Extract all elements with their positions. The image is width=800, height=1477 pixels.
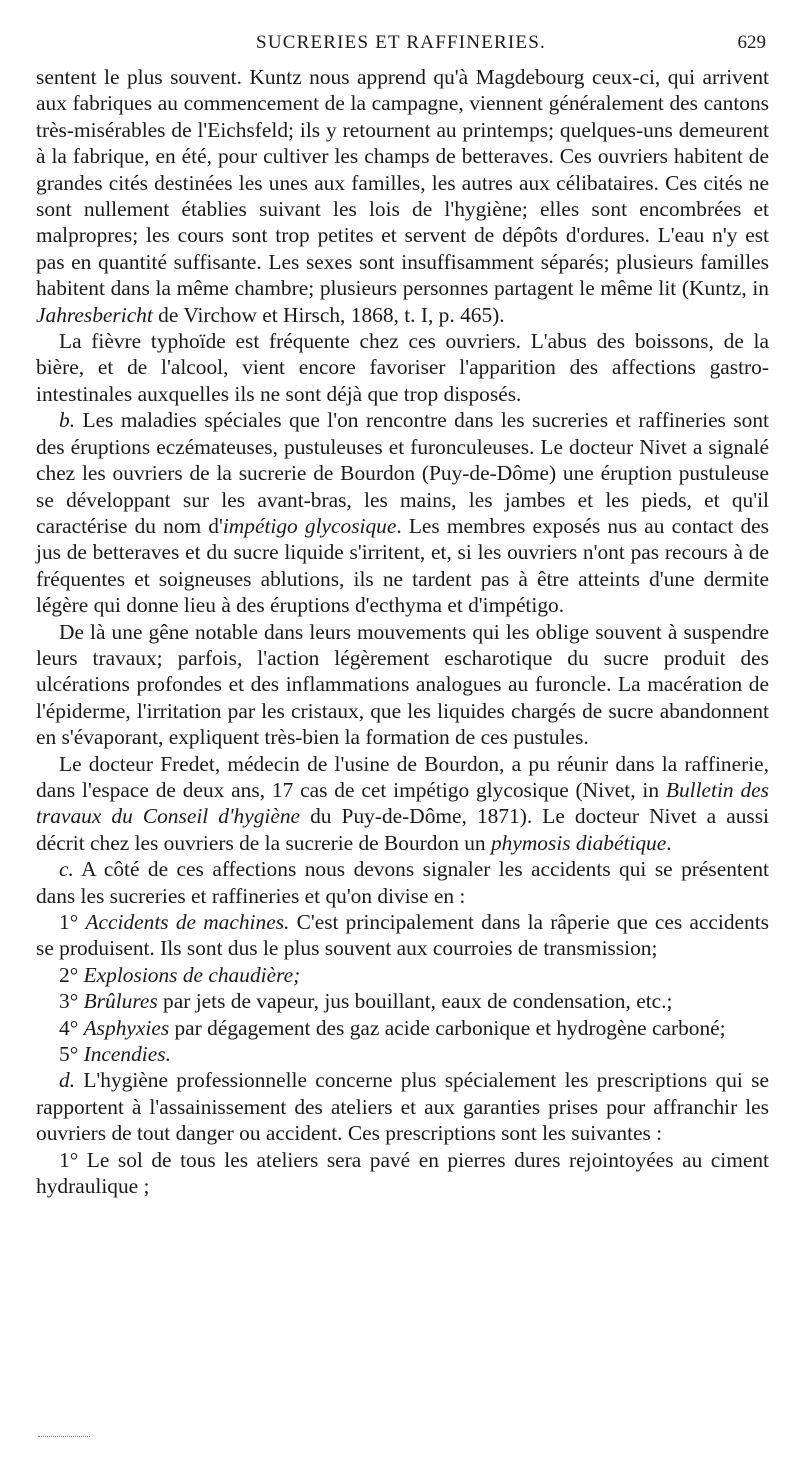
paragraph-b-diseases — [36, 407, 769, 618]
italic-term: impétigo glycosique — [222, 513, 397, 538]
list-text: par dégagement des gaz acide carbonique et hydrogène carboné; — [169, 1015, 726, 1040]
paragraph-text: du Puy-de-Dôme, 1871). Le docteur Nivet a aussi décrit chez les ouvriers de la sucrerie de Bourdon un — [36, 804, 769, 855]
running-head: SUCRERIES ET RAFFINERIES. — [256, 32, 546, 53]
list-term: Accidents de machines. — [85, 910, 290, 934]
list-item — [36, 962, 769, 988]
list-item — [36, 1015, 769, 1041]
section-marker-d: d. — [59, 1068, 76, 1093]
section-marker-c: c. — [59, 857, 74, 882]
list-term: Brûlures — [83, 989, 158, 1014]
list-text: C'est principalement dans la râperie que ces accidents se produisent. Ils sont dus le plus souvent aux courroies de transmission; — [36, 910, 770, 961]
paragraph-text: . Les membres exposés nus au contact des jus de betteraves et du sucre liquide s'irritent, et, si les ouvriers n'ont pas recours à de fréquentes et soigneuses ablutions, ils ne tardent pas à être atteints d'une dermite légère qui donne lieu à des éruptions d'ecthyma et d'impétigo. — [36, 513, 769, 618]
paragraph-fredet — [36, 751, 769, 857]
list-item — [36, 909, 769, 962]
citation-title: Bulletin des travaux du Conseil d'hygiène — [36, 777, 769, 829]
paragraph-prescription-1: 1° Le sol de tous les ateliers sera pavé en pierres dures rejointoyées au ciment hydraulique ; — [36, 1147, 769, 1199]
list-text: par jets de vapeur, jus bouillant, eaux de condensation, etc.; — [157, 989, 673, 1014]
italic-term: phymosis diabétique — [490, 830, 667, 855]
paragraph-c-accidents — [36, 856, 769, 909]
paragraph-continuation — [36, 64, 769, 328]
page-number: 629 — [737, 32, 766, 53]
list-number: 3° — [59, 989, 84, 1014]
paragraph-text: Les maladies spéciales que l'on rencontre dans les sucreries et raffineries sont des éruptions eczémateuses, pustuleuses et furonculeuses. Le docteur Nivet a signalé chez les ouvriers de la sucrerie de Bourdon (Puy-de-Dôme) une éruption pustuleuse se développant sur les avant-bras, les mains, les jambes et les pieds, et qu'il caractérise du nom d' — [36, 408, 769, 538]
paragraph-text: . — [666, 830, 672, 855]
list-number: 1° — [59, 910, 86, 934]
paragraph-d-hygiene — [36, 1067, 769, 1146]
body-text — [36, 64, 769, 1199]
section-marker-b: b. — [59, 408, 76, 433]
list-number: 4° — [59, 1015, 84, 1040]
paragraph-text: sentent le plus souvent. Kuntz nous apprend qu'à Magdebourg ceux-ci, qui arrivent aux fabriques au commencement de la campagne, viennent généralement des cantons très-misérables de l'Eichsfeld; ils y retournent au printemps; quelques-uns demeurent à la fabrique, en été, pour cultiver les champs de betteraves. Ces ouvriers habitent de grandes cités destinées les unes aux familles, les autres aux célibataires. Ces cités ne sont nullement établies suivant les lois de l'hygiène; elles sont encombrées et malpropres; les cours sont trop petites et servent de dépôts d'ordures. L'eau n'y est pas en quantité suffisante. Les sexes sont insuffisamment séparés; plusieurs familles habitent dans la même chambre; plusieurs personnes partagent le même lit (Kuntz, in — [36, 65, 769, 301]
citation-rest: de Virchow et Hirsch, 1868, t. I, p. 465). — [152, 302, 505, 327]
list-term: Asphyxies — [83, 1015, 170, 1040]
paragraph-text: L'hygiène professionnelle concerne plus spécialement les prescriptions qui se rapportent à l'assainissement des ateliers et aux garanties prises pour affranchir les ouvriers de tout danger ou accident. Ces prescriptions sont les suivantes : — [36, 1068, 769, 1146]
citation-title: Jahresbericht — [36, 302, 153, 327]
list-term: Explosions de chaudière; — [83, 962, 301, 987]
list-number: 5° — [59, 1042, 84, 1067]
paragraph-text: Le docteur Fredet, médecin de l'usine de Bourdon, a pu réunir dans la raffinerie, dans l'espace de deux ans, 17 cas de cet impétigo glycosique (Nivet, in — [36, 751, 769, 802]
paragraph-text: A côté de ces affections nous devons signaler les accidents qui se présentent dans les sucreries et raffineries et qu'on divise en : — [36, 857, 769, 908]
paragraph-consequences: De là une gêne notable dans leurs mouvements qui les oblige souvent à suspendre leurs travaux; parfois, l'action légèrement escharotique du sucre produit des ulcérations profondes et des inflammations analogues au furoncle. La macération de l'épiderme, l'irritation par les cristaux, que les liquides chargés de sucre abandonnent en s'évaporant, expliquent très-bien la formation de ces pustules. — [36, 619, 769, 750]
list-item — [36, 1041, 769, 1067]
paragraph-typhoid: La fièvre typhoïde est fréquente chez ces ouvriers. L'abus des boissons, de la bière, et de l'alcool, vient encore favoriser l'apparition des affections gastro-intestinales auxquelles ils ne sont déjà que trop disposés. — [36, 329, 769, 406]
list-number: 2° — [59, 962, 84, 987]
list-term: Incendies. — [83, 1042, 171, 1067]
list-item — [36, 988, 769, 1014]
page-header — [36, 32, 766, 60]
footer-rule — [38, 1436, 90, 1437]
